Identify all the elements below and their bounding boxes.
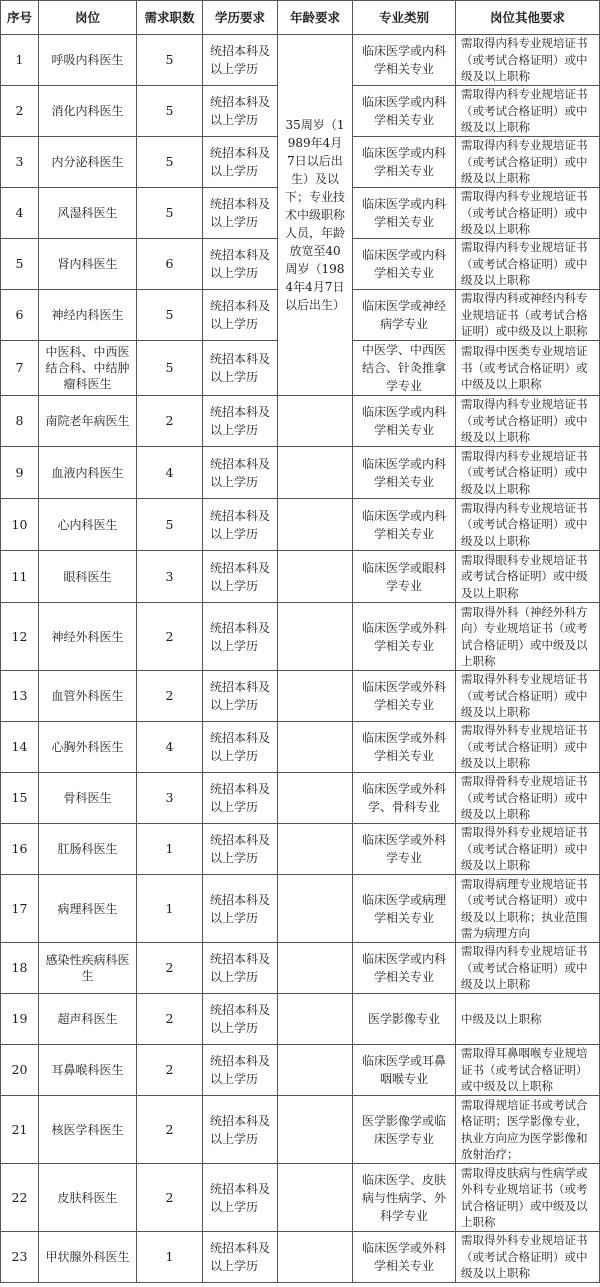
other-requirements: 需取得内科专业规培证书（或考试合格证明）或中级及以上职称 xyxy=(456,943,600,994)
position-name: 中医科、中西医结合科、中结肿瘤科医生 xyxy=(39,341,137,396)
major-category: 临床医学或内科学相关专业 xyxy=(353,943,456,994)
row-number: 3 xyxy=(1,137,39,188)
other-requirements: 需取得内科专业规培证书（或考试合格证明）或中级及以上职称 xyxy=(456,396,600,447)
age-empty-cell xyxy=(278,499,353,551)
education-requirement: 统招本科及以上学历 xyxy=(203,943,278,994)
other-requirements: 需取得规培证书或考试合格证明；医学影像专业，执业方向应为医学影像和放射治疗； xyxy=(456,1096,600,1164)
education-requirement: 统招本科及以上学历 xyxy=(203,824,278,875)
age-empty-cell xyxy=(278,396,353,447)
position-name: 心内科医生 xyxy=(39,499,137,551)
required-count: 3 xyxy=(137,551,203,603)
education-requirement: 统招本科及以上学历 xyxy=(203,396,278,447)
other-requirements: 中级及以上职称 xyxy=(456,994,600,1045)
row-number: 5 xyxy=(1,239,39,290)
major-category: 临床医学或内科学相关专业 xyxy=(353,137,456,188)
major-category: 临床医学或外科学相关专业 xyxy=(353,603,456,671)
major-category: 临床医学或内科学相关专业 xyxy=(353,447,456,499)
required-count: 1 xyxy=(137,1232,203,1283)
major-category: 临床医学或耳鼻咽喉专业 xyxy=(353,1045,456,1096)
education-requirement: 统招本科及以上学历 xyxy=(203,671,278,722)
table-row xyxy=(1,499,600,551)
education-requirement: 统招本科及以上学历 xyxy=(203,239,278,290)
major-category: 临床医学或外科学相关专业 xyxy=(353,1232,456,1283)
required-count: 5 xyxy=(137,499,203,551)
education-requirement: 统招本科及以上学历 xyxy=(203,341,278,396)
table-row xyxy=(1,875,600,943)
position-name: 眼科医生 xyxy=(39,551,137,603)
table-row xyxy=(1,994,600,1045)
row-number: 1 xyxy=(1,35,39,86)
row-number: 22 xyxy=(1,1164,39,1232)
major-category: 医学影像学或临床医学专业 xyxy=(353,1096,456,1164)
row-number: 18 xyxy=(1,943,39,994)
education-requirement: 统招本科及以上学历 xyxy=(203,290,278,341)
other-requirements: 需取得内科专业规培证书（或考试合格证明）或中级及以上职称 xyxy=(456,86,600,137)
table-row xyxy=(1,824,600,875)
position-name: 骨科医生 xyxy=(39,773,137,824)
header-row xyxy=(1,1,600,35)
age-empty-cell xyxy=(278,824,353,875)
other-requirements: 需取得外科（神经外科方向）专业规培证书（或考试合格证明）或中级及以上职称 xyxy=(456,603,600,671)
table-row xyxy=(1,1164,600,1232)
major-category: 临床医学或内科学相关专业 xyxy=(353,499,456,551)
major-category: 临床医学或病理学相关专业 xyxy=(353,875,456,943)
required-count: 5 xyxy=(137,290,203,341)
required-count: 2 xyxy=(137,396,203,447)
age-empty-cell xyxy=(278,603,353,671)
required-count: 2 xyxy=(137,671,203,722)
row-number: 19 xyxy=(1,994,39,1045)
position-name: 超声科医生 xyxy=(39,994,137,1045)
major-category: 临床医学或外科学相关专业 xyxy=(353,722,456,773)
education-requirement: 统招本科及以上学历 xyxy=(203,137,278,188)
age-empty-cell xyxy=(278,875,353,943)
age-empty-cell xyxy=(278,447,353,499)
other-requirements: 需取得眼科专业规培证书或考试合格证明）或中级及以上职称 xyxy=(456,551,600,603)
other-requirements: 需取得外科专业规培证书（或考试合格证明）或中级及以上职称 xyxy=(456,824,600,875)
other-requirements: 需取得内科专业规培证书（或考试合格证明）或中级及以上职称 xyxy=(456,35,600,86)
other-requirements: 需取得内科专业规培证书（或考试合格证明）或中级及以上职称 xyxy=(456,239,600,290)
row-number: 2 xyxy=(1,86,39,137)
row-number: 4 xyxy=(1,188,39,239)
required-count: 2 xyxy=(137,943,203,994)
required-count: 1 xyxy=(137,875,203,943)
education-requirement: 统招本科及以上学历 xyxy=(203,1096,278,1164)
table-row xyxy=(1,35,600,86)
education-requirement: 统招本科及以上学历 xyxy=(203,603,278,671)
position-name: 神经外科医生 xyxy=(39,603,137,671)
position-name: 心胸外科医生 xyxy=(39,722,137,773)
position-name: 南院老年病医生 xyxy=(39,396,137,447)
education-requirement: 统招本科及以上学历 xyxy=(203,447,278,499)
required-count: 2 xyxy=(137,1096,203,1164)
major-category: 临床医学或外科学相关专业 xyxy=(353,671,456,722)
other-requirements: 需取得外科专业规培证书（或考试合格证明）或中级及以上职称 xyxy=(456,1232,600,1283)
table-row xyxy=(1,447,600,499)
other-requirements: 需取得内科专业规培证书（或考试合格证明）或中级及以上职称 xyxy=(456,447,600,499)
row-number: 15 xyxy=(1,773,39,824)
position-name: 血液内科医生 xyxy=(39,447,137,499)
header-count: 需求职数 xyxy=(137,1,203,35)
education-requirement: 统招本科及以上学历 xyxy=(203,1045,278,1096)
required-count: 5 xyxy=(137,188,203,239)
required-count: 2 xyxy=(137,994,203,1045)
education-requirement: 统招本科及以上学历 xyxy=(203,86,278,137)
row-number: 8 xyxy=(1,396,39,447)
position-name: 肛肠科医生 xyxy=(39,824,137,875)
position-name: 呼吸内科医生 xyxy=(39,35,137,86)
table-row xyxy=(1,396,600,447)
required-count: 4 xyxy=(137,447,203,499)
table-row xyxy=(1,722,600,773)
other-requirements: 需取得内科专业规培证书（或考试合格证明）或中级及以上职称 xyxy=(456,137,600,188)
age-empty-cell xyxy=(278,722,353,773)
required-count: 3 xyxy=(137,773,203,824)
header-other: 岗位其他要求 xyxy=(456,1,600,35)
major-category: 临床医学或眼科学专业 xyxy=(353,551,456,603)
row-number: 16 xyxy=(1,824,39,875)
education-requirement: 统招本科及以上学历 xyxy=(203,35,278,86)
position-name: 消化内科医生 xyxy=(39,86,137,137)
other-requirements: 需取得骨科专业规培证书（或考试合格证明）或中级及以上职称 xyxy=(456,773,600,824)
row-number: 12 xyxy=(1,603,39,671)
other-requirements: 需取得内科专业规培证书（或考试合格证明）或中级及以上职称 xyxy=(456,499,600,551)
major-category: 临床医学或内科学相关专业 xyxy=(353,239,456,290)
header-major: 专业类别 xyxy=(353,1,456,35)
table-row xyxy=(1,671,600,722)
required-count: 2 xyxy=(137,1164,203,1232)
header-age: 年龄要求 xyxy=(278,1,353,35)
required-count: 1 xyxy=(137,824,203,875)
other-requirements: 需取得皮肤病与性病学或外科专业规培证书（或考试合格证明）或中级及以上职称 xyxy=(456,1164,600,1232)
table-row xyxy=(1,603,600,671)
required-count: 4 xyxy=(137,722,203,773)
major-category: 临床医学或内科学相关专业 xyxy=(353,188,456,239)
position-name: 感染性疾病科医生 xyxy=(39,943,137,994)
age-empty-cell xyxy=(278,1045,353,1096)
table-row xyxy=(1,1045,600,1096)
required-count: 5 xyxy=(137,86,203,137)
education-requirement: 统招本科及以上学历 xyxy=(203,499,278,551)
position-name: 核医学科医生 xyxy=(39,1096,137,1164)
required-count: 2 xyxy=(137,603,203,671)
position-name: 甲状腺外科医生 xyxy=(39,1232,137,1283)
row-number: 9 xyxy=(1,447,39,499)
position-name: 血管外科医生 xyxy=(39,671,137,722)
education-requirement: 统招本科及以上学历 xyxy=(203,722,278,773)
age-empty-cell xyxy=(278,551,353,603)
header-no: 序号 xyxy=(1,1,39,35)
education-requirement: 统招本科及以上学历 xyxy=(203,551,278,603)
required-count: 6 xyxy=(137,239,203,290)
required-count: 5 xyxy=(137,137,203,188)
major-category: 临床医学或外科学、骨科专业 xyxy=(353,773,456,824)
other-requirements: 需取得内科专业规培证书（或考试合格证明）或中级及以上职称 xyxy=(456,188,600,239)
required-count: 5 xyxy=(137,35,203,86)
row-number: 23 xyxy=(1,1232,39,1283)
other-requirements: 需取得中医类专业规培证书（或考试合格证明）或中级及以上职称 xyxy=(456,341,600,396)
age-empty-cell xyxy=(278,994,353,1045)
education-requirement: 统招本科及以上学历 xyxy=(203,773,278,824)
header-education: 学历要求 xyxy=(203,1,278,35)
table-row xyxy=(1,551,600,603)
row-number: 14 xyxy=(1,722,39,773)
other-requirements: 需取得外科专业规培证书（或考试合格证明）或中级及以上职称 xyxy=(456,671,600,722)
position-name: 病理科医生 xyxy=(39,875,137,943)
position-name: 肾内科医生 xyxy=(39,239,137,290)
major-category: 临床医学或内科学相关专业 xyxy=(353,35,456,86)
major-category: 医学影像专业 xyxy=(353,994,456,1045)
table-row xyxy=(1,943,600,994)
age-requirement: 35周岁（1989年4月7日以后出生）及以下；专业技术中级职称人员，年龄放宽至40周岁（1984年4月7日以后出生） xyxy=(278,35,353,396)
row-number: 17 xyxy=(1,875,39,943)
major-category: 临床医学、皮肤病与性病学、外科学专业 xyxy=(353,1164,456,1232)
table-row xyxy=(1,1096,600,1164)
table-body xyxy=(1,35,600,1283)
other-requirements: 需取得病理专业规培证书（或考试合格证明）或中级及以上职称；执业范围需为病理方向 xyxy=(456,875,600,943)
row-number: 10 xyxy=(1,499,39,551)
age-empty-cell xyxy=(278,1232,353,1283)
education-requirement: 统招本科及以上学历 xyxy=(203,188,278,239)
header-position: 岗位 xyxy=(39,1,137,35)
education-requirement: 统招本科及以上学历 xyxy=(203,994,278,1045)
position-name: 神经内科医生 xyxy=(39,290,137,341)
other-requirements: 需取得外科专业规培证书（或考试合格证明）或中级及以上职称 xyxy=(456,722,600,773)
other-requirements: 需取得耳鼻咽喉专业规培证书（或考试合格证明）或中级及以上职称 xyxy=(456,1045,600,1096)
age-empty-cell xyxy=(278,1164,353,1232)
major-category: 中医学、中西医结合、针灸推拿学专业 xyxy=(353,341,456,396)
age-empty-cell xyxy=(278,943,353,994)
row-number: 21 xyxy=(1,1096,39,1164)
education-requirement: 统招本科及以上学历 xyxy=(203,1232,278,1283)
major-category: 临床医学或外科学专业 xyxy=(353,824,456,875)
required-count: 5 xyxy=(137,341,203,396)
row-number: 13 xyxy=(1,671,39,722)
age-empty-cell xyxy=(278,671,353,722)
education-requirement: 统招本科及以上学历 xyxy=(203,1164,278,1232)
required-count: 2 xyxy=(137,1045,203,1096)
row-number: 11 xyxy=(1,551,39,603)
position-name: 风湿科医生 xyxy=(39,188,137,239)
table-row xyxy=(1,1232,600,1283)
position-name: 内分泌科医生 xyxy=(39,137,137,188)
major-category: 临床医学或内科学相关专业 xyxy=(353,396,456,447)
age-empty-cell xyxy=(278,773,353,824)
position-name: 皮肤科医生 xyxy=(39,1164,137,1232)
row-number: 20 xyxy=(1,1045,39,1096)
position-name: 耳鼻喉科医生 xyxy=(39,1045,137,1096)
other-requirements: 需取得内科或神经内科专业规培证书（或考试合格证明）或中级及以上职称 xyxy=(456,290,600,341)
table-row xyxy=(1,773,600,824)
major-category: 临床医学或神经病学专业 xyxy=(353,290,456,341)
row-number: 7 xyxy=(1,341,39,396)
row-number: 6 xyxy=(1,290,39,341)
age-empty-cell xyxy=(278,1096,353,1164)
major-category: 临床医学或内科学相关专业 xyxy=(353,86,456,137)
education-requirement: 统招本科及以上学历 xyxy=(203,875,278,943)
